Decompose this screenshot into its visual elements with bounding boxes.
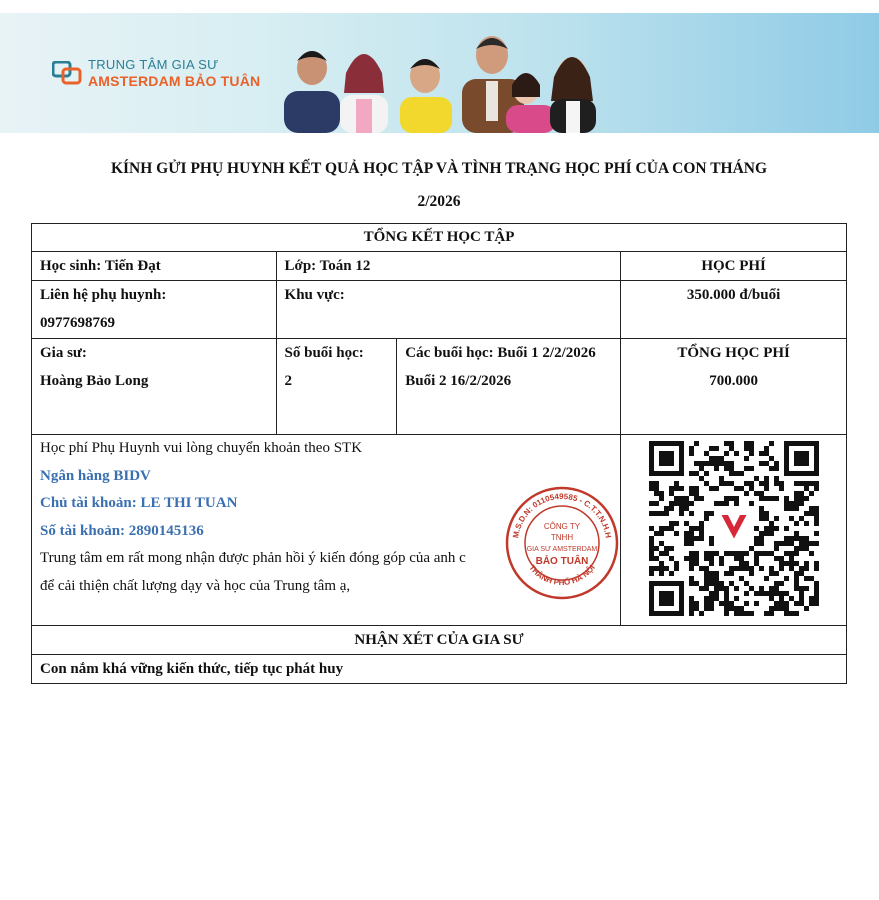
payment-info — [32, 435, 621, 626]
people-photo — [272, 13, 612, 133]
total-fee-label: TỔNG HỌC PHÍ — [677, 345, 790, 361]
account-holder: Chủ tài khoản: LE THI TUAN — [40, 495, 238, 511]
sessions-label: Số buổi học: — [284, 345, 364, 361]
section-title: TỔNG KẾT HỌC TẬP — [32, 224, 847, 252]
class-name: Lớp: Toán 12 — [276, 252, 621, 281]
table-row — [32, 435, 847, 626]
qr-code-icon — [649, 441, 819, 616]
fee-header: HỌC PHÍ — [621, 252, 847, 281]
total-fee-value: 700.000 — [709, 373, 758, 389]
table-row — [32, 626, 847, 655]
table-row — [32, 252, 847, 281]
logo-line1: TRUNG TÂM GIA SƯ — [88, 57, 219, 72]
table-row — [32, 655, 847, 684]
comments-title: NHẬN XÉT CỦA GIA SƯ — [32, 626, 847, 655]
table-row — [32, 281, 847, 339]
document-title-month: 2/2026 — [417, 193, 461, 210]
comments-text: Con nắm khá vững kiến thức, tiếp tục phát huy — [32, 655, 847, 684]
stamp-line4: BẢO TUÂN — [535, 556, 589, 567]
table-row — [32, 339, 847, 435]
sessions-list-line1: Các buổi học: Buổi 1 2/2/2026 — [405, 345, 596, 361]
stamp-line3: GIA SƯ AMSTERDAM — [526, 546, 598, 553]
sessions-count: 2 — [284, 373, 293, 389]
tutor-label: Gia sư: — [40, 345, 87, 361]
bank-name: Ngân hàng BIDV — [40, 467, 151, 484]
logo-icon — [52, 61, 82, 85]
stamp-ring-text: M.S.D.N: 0110549585 - C.T.T.N.H.H — [511, 491, 613, 539]
parent-contact-phone: 0977698769 — [40, 315, 115, 331]
header-banner — [0, 13, 879, 133]
stamp-bottom-text: THÀNH PHỐ HÀ NỘI — [527, 563, 597, 588]
stamp-line1: CÔNG TY — [543, 522, 581, 531]
area-label: Khu vực: — [276, 281, 621, 339]
tutor-name: Hoàng Bảo Long — [40, 373, 149, 389]
sessions-list-line2: Buổi 2 16/2/2026 — [405, 373, 512, 389]
account-number: Số tài khoản: 2890145136 — [40, 522, 204, 539]
parent-contact-label: Liên hệ phụ huynh: — [40, 287, 167, 303]
student-name: Học sinh: Tiến Đạt — [32, 252, 277, 281]
feedback-line1: Trung tâm em rất mong nhận được phản hồi ý kiến đóng góp của anh c — [40, 550, 466, 566]
table-row — [32, 224, 847, 252]
fee-per-session: 350.000 đ/buổi — [621, 281, 847, 339]
qr-cell — [621, 435, 847, 626]
company-stamp — [504, 485, 620, 601]
payment-intro: Học phí Phụ Huynh vui lòng chuyển khoản theo STK — [40, 440, 363, 456]
report-table — [31, 223, 847, 684]
stamp-line2: TNHH — [550, 533, 574, 542]
document-title: KÍNH GỬI PHỤ HUYNH KẾT QUẢ HỌC TẬP VÀ TÌNH TRẠNG HỌC PHÍ CỦA CON THÁNG — [110, 160, 768, 177]
logo-line2: AMSTERDAM BẢO TUÂN — [88, 73, 261, 89]
feedback-line2: để cải thiện chất lượng dạy và học của Trung tâm ạ, — [40, 577, 351, 594]
